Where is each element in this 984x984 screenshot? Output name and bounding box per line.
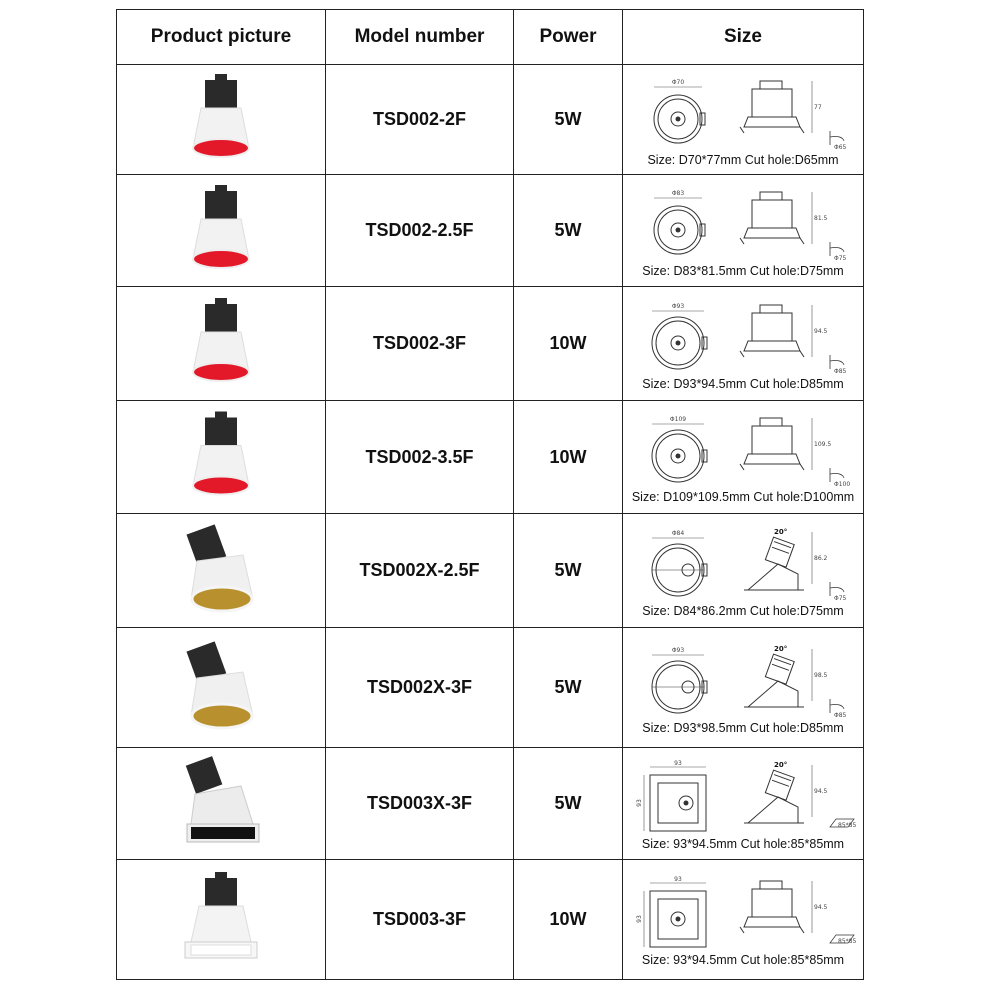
size-text: Size: D93*94.5mm Cut hole:D85mm (642, 376, 844, 391)
size-cell (623, 65, 864, 175)
dimension-drawing (628, 641, 858, 723)
cut-hole-label: Φ85 (834, 367, 847, 375)
power-cell: 10W (514, 287, 623, 401)
size-cell (623, 628, 864, 748)
size-text: Size: D83*81.5mm Cut hole:D75mm (642, 263, 844, 278)
height-dimension: 98.5 (814, 671, 828, 679)
diameter-dimension: Φ84 (671, 529, 685, 537)
cut-hole-label: Φ75 (834, 594, 847, 602)
header-row (117, 10, 864, 65)
power-cell: 5W (514, 65, 623, 175)
height-dimension: 77 (814, 103, 822, 111)
size-text: Size: D93*98.5mm Cut hole:D85mm (642, 720, 844, 735)
size-text: Size: D70*77mm Cut hole:D65mm (647, 152, 839, 167)
table-row (117, 175, 864, 287)
table-row (117, 860, 864, 980)
cut-hole-label: 85*85 (838, 937, 857, 945)
height-dimension: 94.5 (814, 903, 828, 911)
diameter-dimension: Φ109 (669, 416, 687, 423)
product-photo (161, 752, 281, 856)
product-photo (161, 864, 281, 976)
table-row (117, 514, 864, 628)
product-photo (161, 291, 281, 397)
header-power: Power (514, 10, 623, 65)
dimension-drawing (628, 873, 858, 955)
product-photo (161, 518, 281, 624)
product-picture-cell (117, 860, 326, 980)
width-dimension: 93 (674, 759, 682, 767)
size-cell (623, 514, 864, 628)
table-row (117, 287, 864, 401)
diameter-dimension: Φ93 (671, 646, 685, 654)
power-cell: 5W (514, 175, 623, 287)
dimension-drawing (628, 757, 858, 839)
height-dimension: 86.2 (814, 554, 828, 562)
width-dimension: 93 (674, 875, 682, 883)
product-picture-cell (117, 65, 326, 175)
size-cell (623, 860, 864, 980)
table-row (117, 628, 864, 748)
product-picture-cell (117, 401, 326, 514)
height-dimension: 94.5 (814, 327, 828, 335)
size-cell (623, 401, 864, 514)
height-dimension: 109.5 (814, 441, 832, 448)
size-text: Size: 93*94.5mm Cut hole:85*85mm (641, 836, 845, 851)
product-picture-cell (117, 628, 326, 748)
power-cell: 5W (514, 748, 623, 860)
model-number-cell: TSD002-2F (326, 65, 514, 175)
tilt-angle: 20° (774, 644, 788, 653)
product-picture-cell (117, 514, 326, 628)
dimension-drawing (628, 73, 858, 155)
size-cell (623, 748, 864, 860)
diameter-dimension: Φ83 (671, 189, 685, 197)
model-number-cell: TSD002-3.5F (326, 401, 514, 514)
diameter-dimension: Φ70 (671, 78, 685, 86)
table-row (117, 748, 864, 860)
tilt-angle: 20° (774, 760, 788, 769)
diameter-dimension: Φ93 (671, 302, 685, 310)
cut-hole-label: Φ65 (834, 143, 847, 151)
cut-hole-label: Φ85 (834, 711, 847, 719)
cut-hole-label: 85*85 (838, 821, 857, 829)
dimension-drawing (628, 410, 858, 492)
size-cell (623, 287, 864, 401)
dimension-drawing (628, 524, 858, 606)
product-photo (161, 179, 281, 283)
header-size: Size (623, 10, 864, 65)
height-dimension: 94.5 (814, 787, 828, 795)
table-row (117, 65, 864, 175)
power-cell: 10W (514, 401, 623, 514)
side-dimension: 93 (636, 914, 643, 923)
header-product-picture: Product picture (117, 10, 326, 65)
cut-hole-label: Φ75 (834, 254, 847, 262)
model-number-cell: TSD003-3F (326, 860, 514, 980)
model-number-cell: TSD002-3F (326, 287, 514, 401)
dimension-drawing (628, 184, 858, 266)
header-model-number: Model number (326, 10, 514, 65)
tilt-angle: 20° (774, 527, 788, 536)
height-dimension: 81.5 (814, 214, 828, 222)
model-number-cell: TSD002-2.5F (326, 175, 514, 287)
power-cell: 5W (514, 628, 623, 748)
model-number-cell: TSD003X-3F (326, 748, 514, 860)
size-cell (623, 175, 864, 287)
cut-hole-label: Φ100 (834, 481, 851, 488)
size-text: Size: 93*94.5mm Cut hole:85*85mm (641, 952, 845, 967)
model-number-cell: TSD002X-2.5F (326, 514, 514, 628)
product-photo (161, 632, 281, 744)
power-cell: 5W (514, 514, 623, 628)
dimension-drawing (628, 297, 858, 379)
product-photo (161, 405, 281, 510)
product-picture-cell (117, 175, 326, 287)
model-number-cell: TSD002X-3F (326, 628, 514, 748)
power-cell: 10W (514, 860, 623, 980)
product-table (116, 9, 864, 980)
product-photo (161, 69, 281, 171)
size-text: Size: D84*86.2mm Cut hole:D75mm (642, 603, 844, 618)
product-picture-cell (117, 287, 326, 401)
size-text: Size: D109*109.5mm Cut hole:D100mm (631, 490, 855, 504)
side-dimension: 93 (636, 798, 643, 807)
table-row (117, 401, 864, 514)
product-picture-cell (117, 748, 326, 860)
